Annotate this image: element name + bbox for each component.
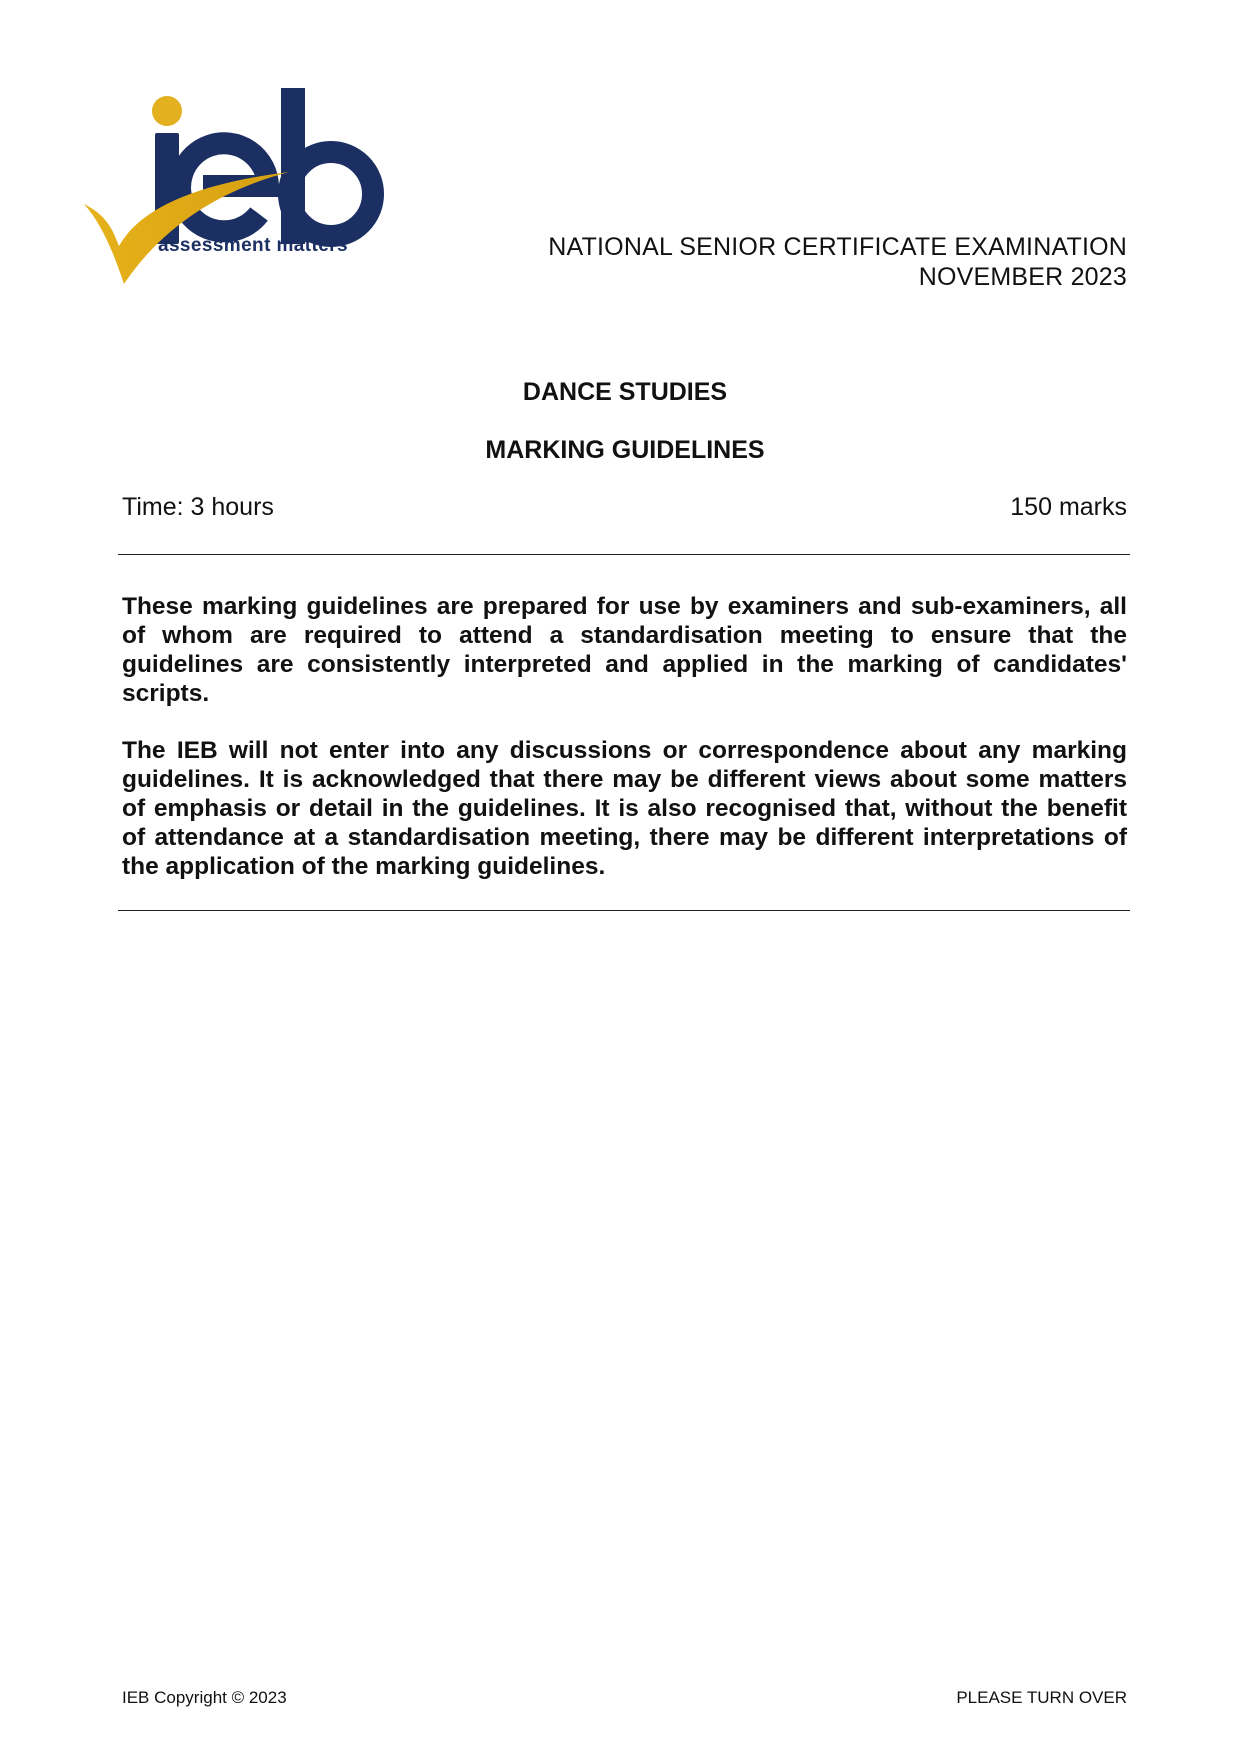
total-marks: 150 marks	[1010, 493, 1127, 521]
exam-meta	[122, 493, 1127, 522]
footer-copyright: IEB Copyright © 2023	[122, 1688, 287, 1707]
logo-tagline: assessment matters	[158, 235, 348, 256]
exam-date: NOVEMBER 2023	[918, 263, 1127, 291]
top-divider	[118, 554, 1130, 555]
subject-title: DANCE STUDIES	[522, 378, 728, 406]
notice-paragraph-2: The IEB will not enter into any discussions or correspondence about any marking guidelines. It is acknowledged that there may be different views about some matters of emphasis or detail in the guidelines. It is also recognised that, without the benefit of attendance at a standardisation meeting, there may be different interpretations of the application of the marking guidelines.	[122, 737, 1127, 880]
bottom-divider	[118, 910, 1130, 911]
ieb-logo-graphic	[84, 84, 434, 314]
notice-paragraph-1: These marking guidelines are prepared for use by examiners and sub-examiners, all of whom are required to attend a standardisation meeting to ensure that the guidelines are consistently interpreted and applied in the marking of candidates' scripts.	[122, 593, 1127, 707]
document-type: MARKING GUIDELINES	[485, 436, 765, 464]
exam-header	[548, 232, 1127, 292]
time-allowed: Time: 3 hours	[122, 493, 274, 521]
logo-dot	[152, 96, 182, 126]
exam-title: NATIONAL SENIOR CERTIFICATE EXAMINATION	[548, 233, 1127, 261]
ieb-logo	[84, 84, 434, 314]
footer-turn-over: PLEASE TURN OVER	[956, 1688, 1127, 1707]
